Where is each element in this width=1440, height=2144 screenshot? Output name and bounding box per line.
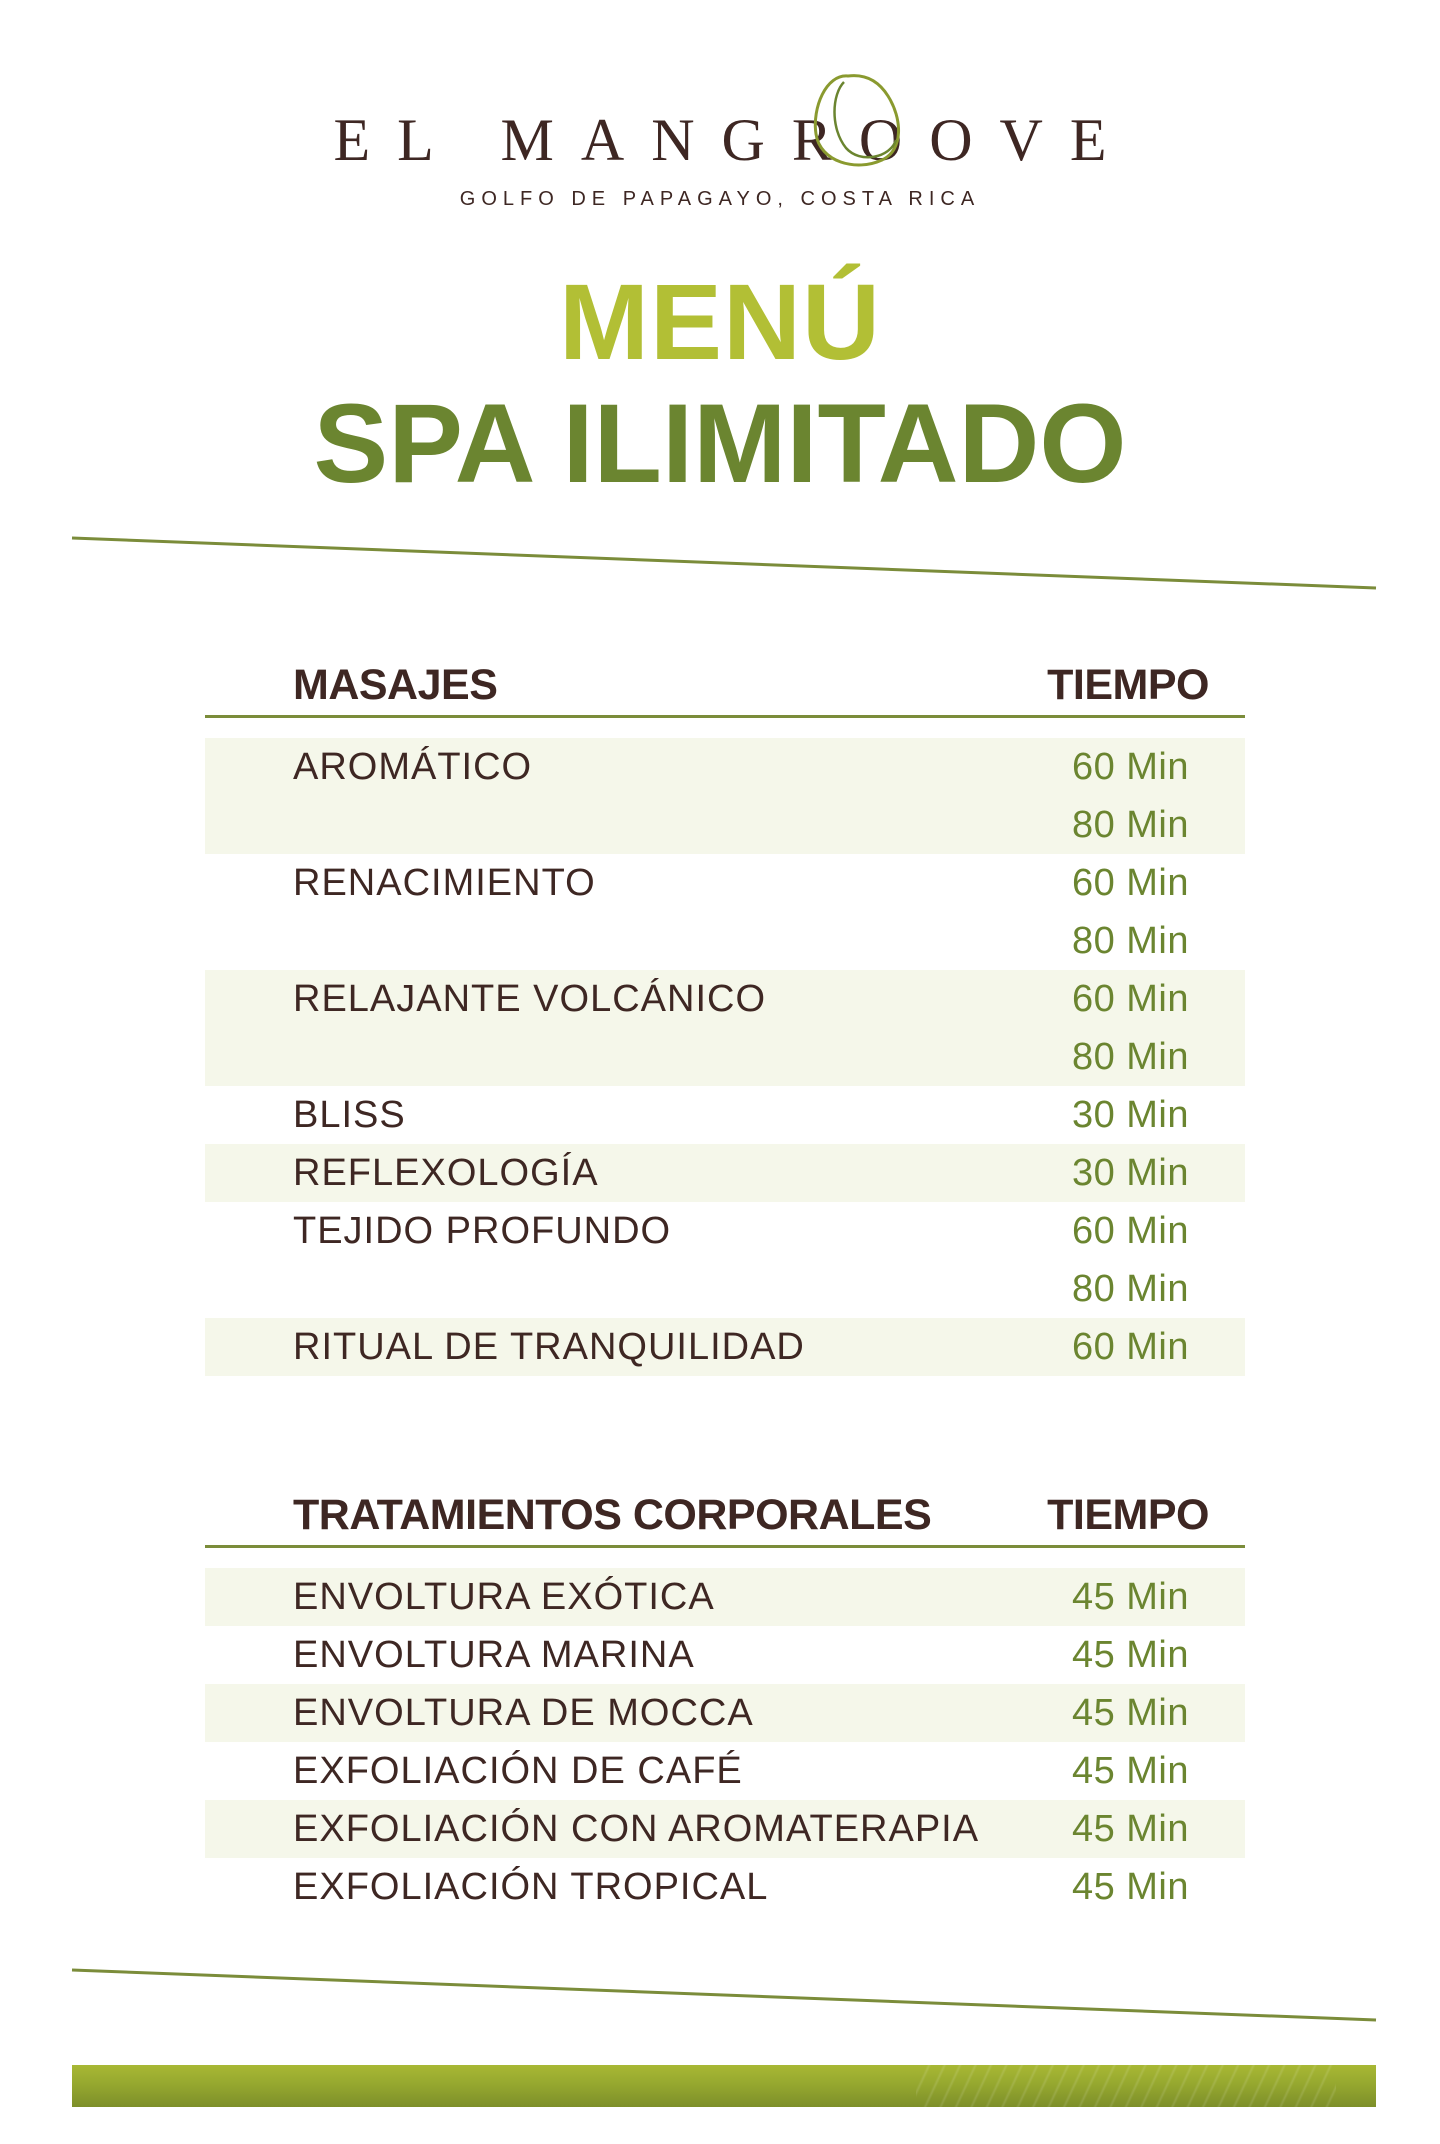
diagonal-divider-bottom [0,1962,1440,2042]
list-item [205,1144,1245,1202]
item-time: 80 Min [1071,1268,1189,1310]
item-name: BLISS [293,1094,406,1136]
logo-ring-icon [786,68,926,178]
masajes-header-time: TIEMPO [1047,661,1209,709]
item-time: 60 Min [1071,862,1189,904]
item-name: EXFOLIACIÓN CON AROMATERAPIA [293,1808,980,1850]
list-item [205,1086,1245,1144]
brand-subtitle: GOLFO DE PAPAGAYO, COSTA RICA [459,188,981,210]
list-item [205,1742,1245,1800]
tratamientos-section [205,1490,1245,1916]
item-name: ENVOLTURA MARINA [293,1634,695,1676]
list-item [205,738,1245,854]
list-item [205,970,1245,1086]
item-name: TEJIDO PROFUNDO [293,1210,672,1252]
leaf-texture [916,2065,1336,2107]
tratamientos-header [205,1490,1245,1548]
list-item [205,1318,1245,1376]
item-name: ENVOLTURA DE MOCCA [293,1692,754,1734]
tratamientos-header-time: TIEMPO [1047,1491,1209,1539]
list-item [205,1202,1245,1318]
masajes-list [205,738,1245,1376]
item-name: RITUAL DE TRANQUILIDAD [293,1326,805,1368]
item-time: 45 Min [1071,1866,1189,1908]
item-name: RENACIMIENTO [293,862,596,904]
brand-logo [0,107,1440,211]
list-item [205,1626,1245,1684]
masajes-header-name: MASAJES [293,661,498,709]
footer-band [72,2065,1376,2107]
item-name: REFLEXOLOGÍA [293,1152,599,1194]
item-time: 80 Min [1071,920,1189,962]
item-name: AROMÁTICO [293,746,533,788]
item-time: 80 Min [1071,804,1189,846]
item-time: 45 Min [1071,1692,1189,1734]
item-time: 60 Min [1071,978,1189,1020]
spa-title: SPA ILIMITADO [313,381,1127,506]
item-time: 60 Min [1071,1210,1189,1252]
tratamientos-header-name: TRATAMIENTOS CORPORALES [293,1491,932,1539]
menu-title: MENÚ [559,261,881,382]
item-time: 45 Min [1071,1576,1189,1618]
item-time: 45 Min [1071,1808,1189,1850]
list-item [205,1800,1245,1858]
item-time: 60 Min [1071,1326,1189,1368]
list-item [205,1858,1245,1916]
item-name: ENVOLTURA EXÓTICA [293,1576,715,1618]
item-name: EXFOLIACIÓN DE CAFÉ [293,1750,743,1792]
item-time: 45 Min [1071,1750,1189,1792]
list-item [205,854,1245,970]
item-name: EXFOLIACIÓN TROPICAL [293,1866,769,1908]
item-time: 30 Min [1071,1152,1189,1194]
list-item [205,1684,1245,1742]
item-time: 30 Min [1071,1094,1189,1136]
item-time: 80 Min [1071,1036,1189,1078]
item-time: 45 Min [1071,1634,1189,1676]
masajes-section [205,660,1245,1376]
tratamientos-list [205,1568,1245,1916]
list-item [205,1568,1245,1626]
item-time: 60 Min [1071,746,1189,788]
masajes-header [205,660,1245,718]
item-name: RELAJANTE VOLCÁNICO [293,978,766,1020]
brand-name: EL MANGROOVE [333,107,1134,173]
diagonal-divider-top [0,528,1440,608]
